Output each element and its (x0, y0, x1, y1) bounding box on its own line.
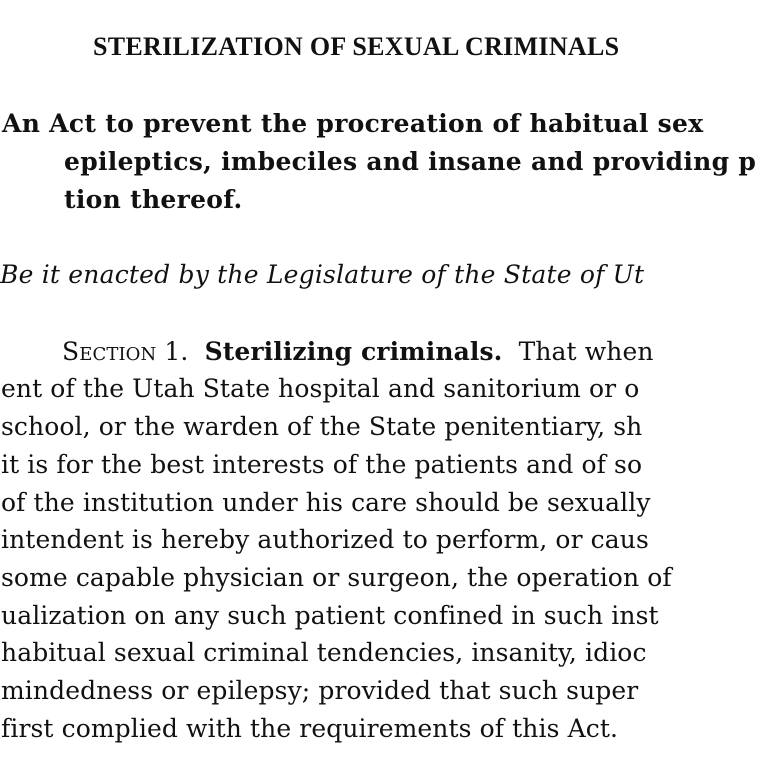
act-title-line-3: tion thereof. (64, 185, 243, 214)
section-label: Section 1. (62, 337, 189, 366)
enacting-clause: Be it enacted by the Legislature of the State of Ut (0, 260, 645, 289)
section-1-first-line (62, 339, 654, 364)
act-title-line-2: epileptics, imbeciles and insane and providing p (64, 147, 757, 176)
section-heading: Sterilizing criminals. (204, 337, 503, 366)
section-1-line: school, or the warden of the State penitentiary, sh (1, 412, 643, 441)
section-1-line: of the institution under his care should be sexually (1, 488, 651, 517)
section-1-line: intendent is hereby authorized to perform, or caus (1, 525, 649, 554)
act-title-line-1: An Act to prevent the procreation of habitual sex (2, 109, 704, 138)
section-1-line: some capable physician or surgeon, the operation of (1, 563, 672, 592)
section-1-line: mindedness or epilepsy; provided that such super (1, 676, 639, 705)
section-1-line: ent of the Utah State hospital and sanitorium or o (1, 374, 640, 403)
section-1-line: ualization on any such patient confined in such inst (1, 601, 659, 630)
section-1-line: habitual sexual criminal tendencies, insanity, idioc (1, 638, 647, 667)
document-heading: STERILIZATION OF SEXUAL CRIMINALS (93, 32, 620, 61)
section-1-line: it is for the best interests of the patients and of so (1, 450, 643, 479)
section-first-line-text: That when (518, 337, 654, 366)
section-1-line: first complied with the requirements of this Act. (1, 714, 619, 743)
